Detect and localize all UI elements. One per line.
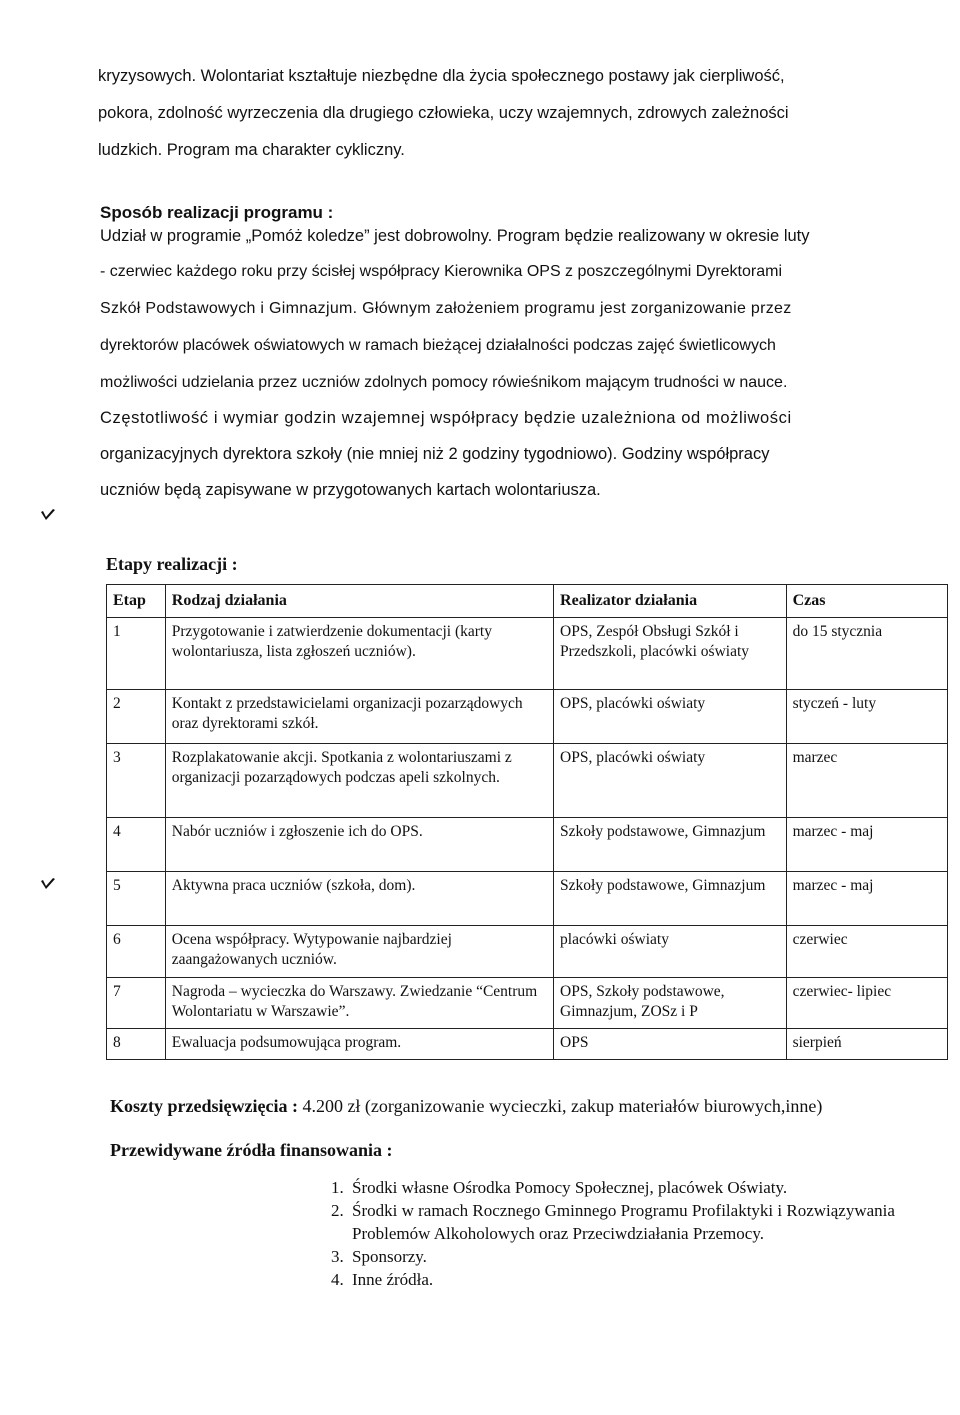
method-line: organizacyjnych dyrektora szkoły (nie mniej niż 2 godziny tygodniowo). Godziny współpracy — [100, 445, 770, 463]
cell-czas: marzec - maj — [786, 872, 947, 926]
check-mark-icon — [40, 508, 56, 522]
cell-rodzaj: Rozplakatowanie akcji. Spotkania z wolontariuszami z organizacji pozarządowych podczas apeli szkolnych. — [165, 744, 553, 818]
cell-etap: 3 — [107, 744, 166, 818]
cell-etap: 2 — [107, 690, 166, 744]
table-header-row — [107, 585, 948, 618]
method-line: dyrektorów placówek oświatowych w ramach bieżącej działalności podczas zajęć świetlicowych — [100, 337, 776, 354]
stages-table — [106, 584, 948, 1060]
costs-line — [110, 1090, 822, 1123]
method-heading: Sposób realizacji programu : — [100, 203, 334, 222]
table-row — [107, 690, 948, 744]
cell-rodzaj: Ewaluacja podsumowująca program. — [165, 1029, 553, 1060]
cell-etap: 7 — [107, 978, 166, 1029]
cell-realizator: OPS, Szkoły podstawowe, Gimnazjum, ZOSz i P — [554, 978, 787, 1029]
method-line: Udział w programie „Pomóż koledze” jest dobrowolny. Program będzie realizowany w okresie luty — [100, 227, 810, 245]
table-row — [107, 818, 948, 872]
method-line: uczniów będą zapisywane w przygotowanych kartach wolontariusza. — [100, 481, 601, 499]
list-item: 1. Środki własne Ośrodka Pomocy Społecznej, placówek Oświaty. — [348, 1176, 912, 1199]
cell-rodzaj: Nagroda – wycieczka do Warszawy. Zwiedzanie “Centrum Wolontariatu w Warszawie”. — [165, 978, 553, 1029]
cell-realizator: Szkoły podstawowe, Gimnazjum — [554, 818, 787, 872]
cell-czas: czerwiec — [786, 926, 947, 978]
column-header-czas: Czas — [786, 585, 947, 618]
column-header-etap: Etap — [107, 585, 166, 618]
cell-rodzaj: Aktywna praca uczniów (szkoła, dom). — [165, 872, 553, 926]
cell-czas: styczeń - luty — [786, 690, 947, 744]
intro-line: pokora, zdolność wyrzeczenia dla drugiego człowieka, uczy wzajemnych, zdrowych zależności — [98, 104, 789, 122]
cell-czas: marzec - maj — [786, 818, 947, 872]
column-header-realizator: Realizator działania — [554, 585, 787, 618]
cell-realizator: OPS, Zespół Obsługi Szkół i Przedszkoli, placówki oświaty — [554, 618, 787, 690]
method-line: możliwości udzielania przez uczniów zdolnych pomocy rówieśnikom mającym trudności w nauce. — [100, 374, 788, 391]
cell-czas: sierpień — [786, 1029, 947, 1060]
table-row — [107, 744, 948, 818]
cell-etap: 1 — [107, 618, 166, 690]
costs-value: 4.200 zł (zorganizowanie wycieczki, zakup materiałów biurowych,inne) — [302, 1096, 823, 1116]
intro-line: kryzysowych. Wolontariat kształtuje niezbędne dla życia społecznego postawy jak cierpliwość, — [98, 67, 785, 85]
list-item: 2. Środki w ramach Rocznego Gminnego Programu Profilaktyki i Rozwiązywania Problemów Alkoholowych oraz Przeciwdziałania Przemocy. — [348, 1199, 912, 1245]
table-row — [107, 618, 948, 690]
cell-realizator: OPS, placówki oświaty — [554, 690, 787, 744]
method-line: - czerwiec każdego roku przy ścisłej współpracy Kierownika OPS z poszczególnymi Dyrektorami — [100, 263, 783, 280]
cell-czas: do 15 stycznia — [786, 618, 947, 690]
cell-rodzaj: Kontakt z przedstawicielami organizacji pozarządowych oraz dyrektorami szkół. — [165, 690, 553, 744]
costs-label: Koszty przedsięwzięcia : — [110, 1096, 298, 1116]
stages-heading: Etapy realizacji : — [106, 554, 238, 574]
list-item: 4. Inne źródła. — [348, 1268, 912, 1291]
cell-realizator: OPS — [554, 1029, 787, 1060]
cell-etap: 4 — [107, 818, 166, 872]
cell-czas: marzec — [786, 744, 947, 818]
list-item: 3. Sponsorzy. — [348, 1245, 912, 1268]
cell-etap: 5 — [107, 872, 166, 926]
cell-rodzaj: Nabór uczniów i zgłoszenie ich do OPS. — [165, 818, 553, 872]
cell-rodzaj: Przygotowanie i zatwierdzenie dokumentacji (karty wolontariusza, lista zgłoszeń uczniów). — [165, 618, 553, 690]
cell-czas: czerwiec- lipiec — [786, 978, 947, 1029]
funding-list — [300, 1176, 912, 1291]
table-row — [107, 926, 948, 978]
cell-realizator: OPS, placówki oświaty — [554, 744, 787, 818]
method-line: Częstotliwość i wymiar godzin wzajemnej współpracy będzie uzależniona od możliwości — [100, 409, 792, 427]
table-row — [107, 872, 948, 926]
check-mark-icon — [40, 877, 56, 891]
cell-etap: 6 — [107, 926, 166, 978]
cell-realizator: placówki oświaty — [554, 926, 787, 978]
cell-rodzaj: Ocena współpracy. Wytypowanie najbardziej zaangażowanych uczniów. — [165, 926, 553, 978]
table-row — [107, 978, 948, 1029]
method-line: Szkół Podstawowych i Gimnazjum. Głównym założeniem programu jest zorganizowanie przez — [100, 300, 792, 317]
funding-heading: Przewidywane źródła finansowania : — [110, 1140, 393, 1160]
column-header-rodzaj: Rodzaj działania — [165, 585, 553, 618]
table-row — [107, 1029, 948, 1060]
cell-realizator: Szkoły podstawowe, Gimnazjum — [554, 872, 787, 926]
cell-etap: 8 — [107, 1029, 166, 1060]
intro-line: ludzkich. Program ma charakter cykliczny. — [98, 141, 405, 159]
